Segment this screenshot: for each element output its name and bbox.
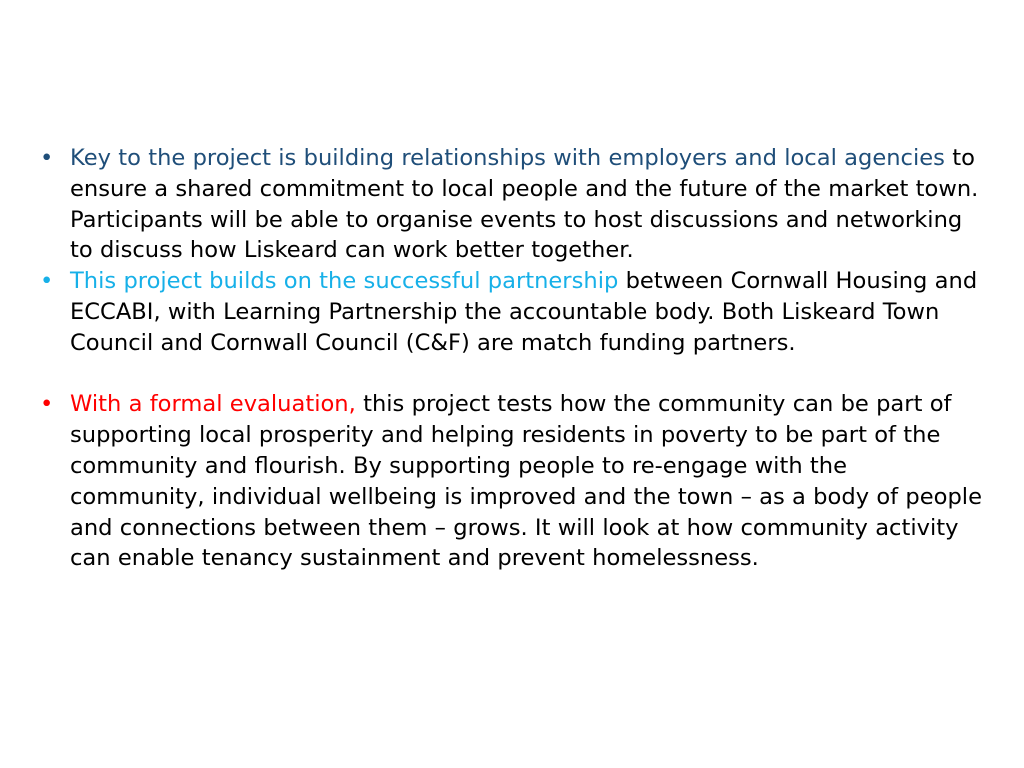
bullet-body-text: this project tests how the community can be part of supporting local prosperity and helping residents in poverty to be part of the community and flourish. By supporting people to re-engage with the community, individual wellbeing is improved and the town – as a body of people and connections between them – grows. It will look at how community activity can enable tenancy sustainment and prevent homelessness. <box>70 391 982 572</box>
bullet-marker-icon: • <box>40 391 54 418</box>
bullet-marker-icon: • <box>40 268 54 295</box>
bullet-text <box>70 143 984 266</box>
bullet-highlight-phrase: With a formal evaluation, <box>70 391 356 418</box>
bullet-highlight-phrase: Key to the project is building relationships with employers and local agencies <box>70 145 945 171</box>
bullet-body-text: between Cornwall Housing and ECCABI, with Learning Partnership the accountable body. Both Liskeard Town Council and Cornwall Council (C&F) are match funding partners. <box>70 268 978 356</box>
bullet-marker-icon: • <box>40 145 54 171</box>
bullet-text <box>70 266 984 358</box>
list-item <box>34 266 984 358</box>
list-item <box>34 389 984 574</box>
bullet-highlight-phrase: This project builds on the successful partnership <box>70 268 619 295</box>
bullet-text <box>70 389 984 574</box>
paragraph-spacer <box>34 359 984 390</box>
bullet-body-text: to ensure a shared commitment to local people and the future of the market town. Participants will be able to organise events to host discussions and networking to discuss how Liskeard can work better together. <box>70 145 979 264</box>
list-item <box>34 143 984 266</box>
slide-body-placeholder <box>34 143 984 574</box>
